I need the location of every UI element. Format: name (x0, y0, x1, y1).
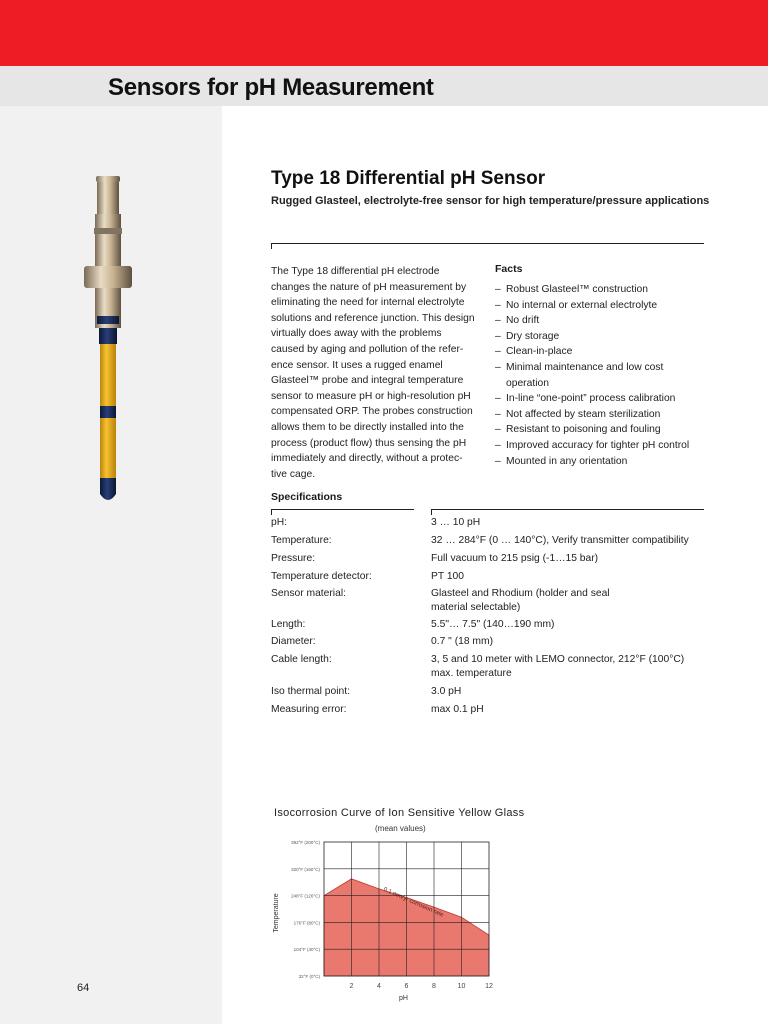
description-line: solutions and reference junction. This design (271, 312, 475, 324)
y-tick-label: 104°F (40°C) (293, 947, 320, 953)
description-line: The Type 18 differential pH electrode (271, 266, 440, 277)
spec-value: Full vacuum to 215 psig (-1…15 bar) (431, 553, 599, 564)
spec-label: Pressure: (271, 553, 316, 564)
description-line: immediately and directly, without a protec- (271, 453, 463, 465)
fact-item: – In-line “one-point” process calibration (495, 391, 715, 407)
description-line: allows them to be directly installed into the (271, 421, 464, 433)
fact-item: – Mounted in any orientation (495, 454, 715, 470)
spec-value: 3.0 pH (431, 686, 462, 697)
description-line: tive cage. (271, 468, 316, 480)
y-tick-label: 32°F (0°C) (298, 974, 320, 979)
product-title: Type 18 Differential pH Sensor (271, 168, 546, 189)
y-axis-label: Temperature (273, 893, 280, 933)
y-tick-label: 320°F (160°C) (291, 866, 320, 872)
x-tick-label: 12 (485, 983, 493, 990)
spec-label: Iso thermal point: (271, 686, 350, 697)
fact-item: – Resistant to poisoning and fouling (495, 422, 715, 438)
y-tick-label: 176°F (80°C) (293, 920, 320, 926)
chart-subtitle: (mean values) (375, 824, 426, 833)
fact-item: – Minimal maintenance and low cost operation (495, 360, 691, 391)
facts-title: Facts (495, 263, 523, 275)
spec-rule-right (431, 509, 704, 510)
facts-list (495, 282, 715, 469)
spec-label: Temperature: (271, 535, 332, 546)
isocorrosion-chart (262, 835, 512, 1005)
description-line: caused by aging and pollution of the refer- (271, 343, 464, 355)
x-axis-label: pH (399, 995, 408, 1002)
spec-label: pH: (271, 517, 288, 528)
page-title: Sensors for pH Measurement (108, 74, 434, 101)
description-line: virtually does away with the problems (271, 328, 442, 340)
fact-item: – No internal or external electrolyte (495, 298, 715, 314)
page-number: 64 (77, 982, 90, 994)
x-tick-label: 8 (432, 983, 436, 990)
description-line: ence sensor. It uses a rugged enamel (271, 359, 443, 371)
x-tick-label: 2 (349, 983, 354, 990)
product-subtitle: Rugged Glasteel, electrolyte-free sensor for high temperature/pressure applications (271, 195, 710, 207)
fact-item: – Clean-in-place (495, 344, 715, 360)
product-description (271, 264, 489, 482)
spec-value: Glasteel and Rhodium (holder and seal material selectable) (431, 588, 610, 613)
spec-value: 3 … 10 pH (431, 517, 481, 528)
y-tick-label: 392°F (200°C) (291, 840, 320, 845)
spec-label: Sensor material: (271, 588, 346, 599)
spec-label: Diameter: (271, 636, 316, 647)
description-line: process (product flow) thus sensing the pH (271, 437, 467, 449)
section-rule (271, 243, 704, 244)
description-line: eliminating the need for internal electrolyte (271, 297, 465, 309)
spec-value: PT 100 (431, 571, 465, 582)
y-tick-label: 248°F (120°C) (291, 893, 320, 899)
x-tick-label: 6 (404, 983, 409, 990)
spec-label: Measuring error: (271, 704, 347, 715)
description-line: Glasteel™ probe and integral temperature (271, 375, 464, 387)
spec-rule-left (271, 509, 414, 510)
description-line: sensor to measure pH or high-resolution pH (271, 390, 471, 402)
spec-value: max 0.1 pH (431, 704, 484, 715)
x-tick-label: 4 (377, 983, 381, 990)
chart-title: Isocorrosion Curve of Ion Sensitive Yellow Glass (274, 807, 525, 819)
x-tick-label: 10 (457, 983, 466, 990)
description-line: changes the nature of pH measurement by (271, 281, 467, 293)
fact-item: – Robust Glasteel™ construction (495, 282, 715, 298)
spec-label: Temperature detector: (271, 571, 372, 582)
fact-item: – No drift (495, 313, 715, 329)
spec-label: Length: (271, 619, 306, 630)
fact-item: – Not affected by steam sterilization (495, 407, 715, 423)
spec-value: 32 … 284°F (0 … 140°C), Verify transmitter compatibility (431, 535, 689, 546)
brand-band (0, 0, 768, 66)
fact-item: – Dry storage (495, 329, 715, 345)
spec-value: 3, 5 and 10 meter with LEMO connector, 212°F (100°C) max. temperature (431, 654, 685, 679)
sensor-product-image (78, 176, 138, 506)
chart-annotation: 0.1 mm/yr corrosion rate (382, 886, 445, 919)
specifications-title: Specifications (271, 491, 343, 503)
description-line: compensated ORP. The probes construction (271, 406, 473, 418)
spec-value: 5.5"… 7.5" (140…190 mm) (431, 619, 555, 630)
fact-item: – Improved accuracy for tighter pH control (495, 438, 715, 454)
spec-label: Cable length: (271, 654, 332, 665)
spec-value: 0.7 " (18 mm) (431, 636, 494, 647)
